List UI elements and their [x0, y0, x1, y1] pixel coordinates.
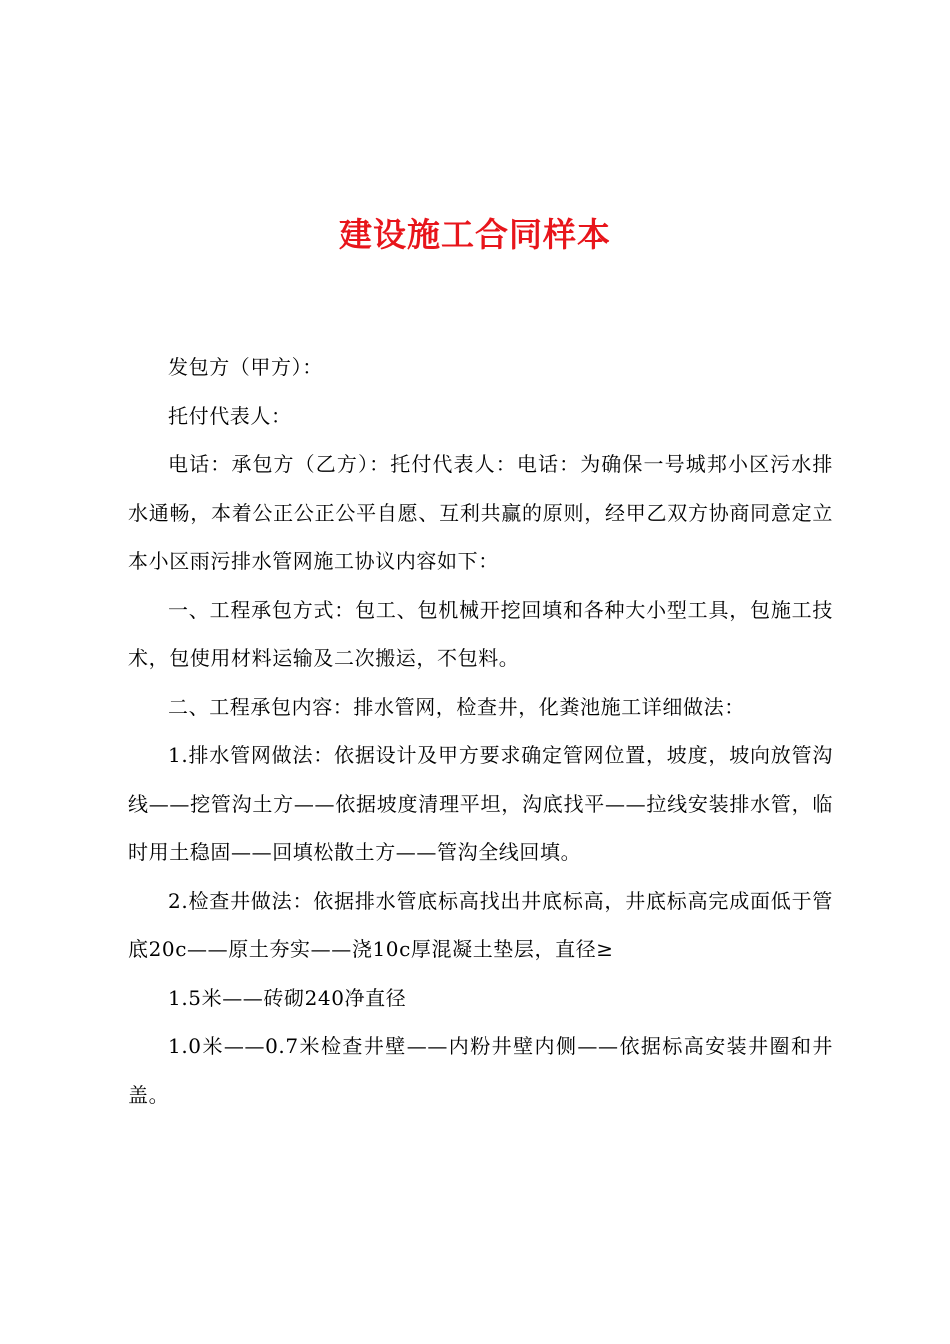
paragraph-representative: 托付代表人： — [168, 403, 292, 428]
paragraph-party-a: 发包方（甲方）： — [168, 355, 323, 379]
paragraph-preamble: 电话：承包方（乙方）：托付代表人：电话：为确保一号城邦小区污水排水通畅，本着公正公正公平自愿、互利共赢的原则，经甲乙双方协商同意定立本小区雨污排水管网施工协议内容如下： — [128, 452, 833, 573]
document-body — [128, 343, 833, 1119]
paragraph-contract-method: 一、工程承包方式：包工、包机械开挖回填和各种大小型工具，包施工技术，包使用材料运输及二次搬运，不包料。 — [128, 597, 833, 670]
document-title: 建设施工合同样本 — [339, 215, 611, 254]
paragraph-well-cover: 1.0米——0.7米检查井壁——内粉井壁内侧——依据标高安装井圈和井盖。 — [128, 1034, 833, 1107]
paragraph-brick-wall: 1.5米——砖砌240净直径 — [168, 985, 407, 1010]
paragraph-drainage-method: 1.排水管网做法：依据设计及甲方要求确定管网位置，坡度，坡向放管沟线——挖管沟土方——依据坡度清理平坦，沟底找平——拉线安装排水管，临时用土稳固——回填松散土方——管沟全线回填。 — [128, 743, 833, 864]
paragraph-contract-content: 二、工程承包内容：排水管网，检查井，化粪池施工详细做法： — [168, 694, 745, 719]
paragraph-inspection-well-method: 2.检查井做法：依据排水管底标高找出井底标高，井底标高完成面低于管底20c——原土夯实——浇10c厚混凝土垫层，直径≥ — [128, 888, 833, 961]
